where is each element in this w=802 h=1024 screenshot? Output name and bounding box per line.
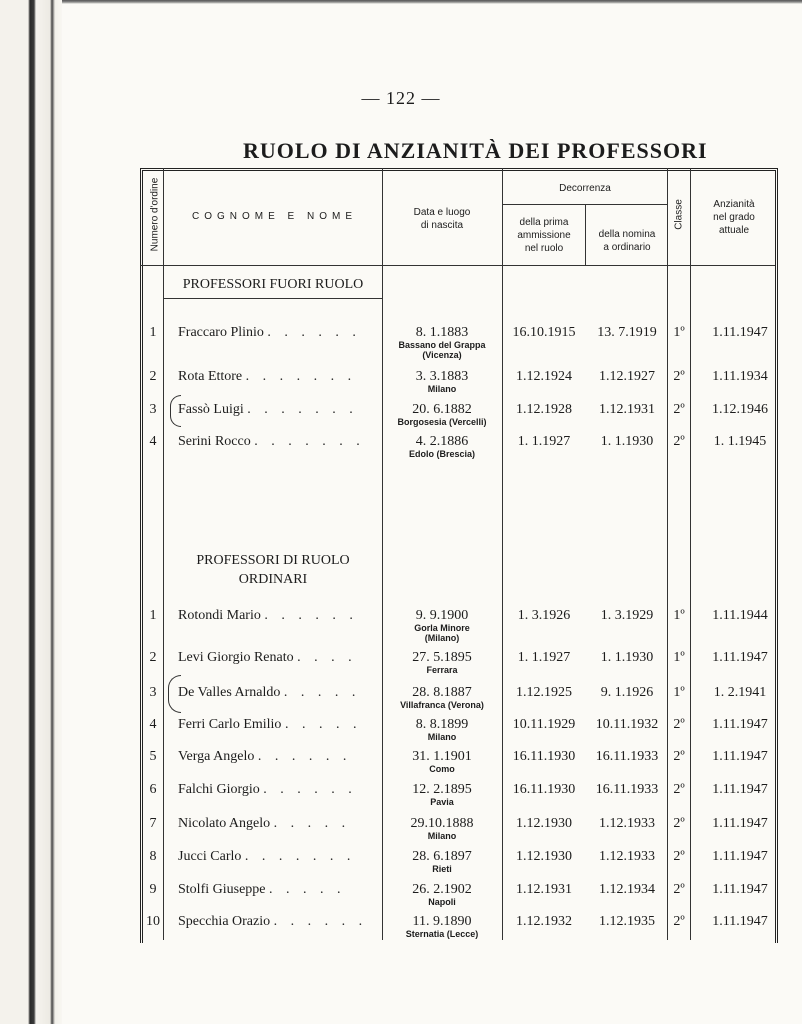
row-classe: 1º (673, 650, 685, 665)
table-row (0, 816, 802, 850)
header-rule (140, 265, 775, 266)
birth-date: 20. 6.1882 (412, 402, 472, 417)
row-classe: 2º (673, 434, 685, 449)
section-rule (163, 298, 382, 299)
row-nomina: 1.12.1933 (599, 816, 655, 831)
row-birth (383, 434, 501, 459)
table-row (0, 685, 802, 719)
pencil-mark (170, 395, 181, 427)
row-name (178, 434, 374, 450)
row-anzianita: 1.11.1947 (712, 914, 768, 929)
birth-place: Sternatia (Lecce) (405, 929, 479, 939)
row-number: 4 (149, 434, 157, 449)
row-name (178, 717, 374, 733)
header-anzianita-line3: attuale (718, 225, 750, 236)
row-ammissione: 1.12.1928 (516, 402, 572, 417)
leader-dots: . . . . . . (264, 608, 358, 623)
leader-dots: . . . . . (284, 717, 362, 732)
header-nomina-line1: della nomina (598, 229, 656, 240)
leader-dots: . . . . . . (257, 749, 352, 764)
row-nomina: 1.12.1935 (599, 914, 655, 929)
leader-dots: . . . . . (283, 685, 361, 700)
name-text: Fraccaro Plinio (178, 325, 264, 340)
birth-place: Edolo (Brescia) (408, 449, 475, 459)
row-birth (383, 717, 501, 742)
section-title-ordinari (164, 551, 382, 589)
birth-place: Bassano del Grappa (398, 340, 486, 350)
page-top-edge (62, 0, 802, 4)
row-number: 1 (149, 325, 157, 340)
row-birth (383, 749, 501, 774)
row-nomina: 1. 1.1930 (600, 434, 654, 449)
row-ammissione: 16.10.1915 (512, 325, 576, 340)
row-anzianita: 1.11.1944 (712, 608, 768, 623)
table-row (0, 717, 802, 751)
table-row (0, 650, 802, 684)
table-row (0, 608, 802, 642)
page-title: RUOLO DI ANZIANITÀ DEI PROFESSORI (243, 138, 708, 163)
row-classe: 2º (673, 749, 685, 764)
row-number: 10 (146, 914, 160, 929)
row-birth (383, 608, 501, 643)
name-text: Ferri Carlo Emilio (178, 717, 282, 732)
birth-place-line2: (Vicenza) (422, 350, 462, 360)
header-nascita-line1: Data e luogo (413, 207, 471, 218)
section-title-line1: PROFESSORI DI RUOLO (196, 553, 350, 568)
header-prima-line1: della prima (519, 217, 569, 228)
birth-place-line2: (Milano) (424, 633, 460, 643)
row-birth (383, 369, 501, 394)
row-name (178, 782, 374, 798)
row-nomina: 1.12.1927 (599, 369, 655, 384)
row-number: 1 (149, 608, 157, 623)
birth-date: 12. 2.1895 (412, 782, 472, 797)
name-text: Verga Angelo (178, 749, 255, 764)
leader-dots: . . . . . (269, 882, 346, 897)
name-text: Jucci Carlo (178, 849, 242, 864)
row-classe: 2º (673, 914, 685, 929)
header-nomina-line2: a ordinario (603, 242, 651, 253)
table-row (0, 749, 802, 783)
row-ammissione: 16.11.1930 (512, 749, 576, 764)
birth-place: Villafranca (Verona) (400, 700, 484, 710)
row-name (178, 685, 374, 701)
name-text: Specchia Orazio (178, 914, 271, 929)
header-cognome-nome: COGNOME E NOME (192, 211, 358, 222)
row-classe: 2º (673, 882, 685, 897)
birth-date: 3. 3.1883 (415, 369, 469, 384)
row-anzianita: 1.11.1947 (712, 650, 768, 665)
row-ammissione: 1.12.1930 (516, 849, 572, 864)
row-number: 3 (149, 402, 157, 417)
pencil-mark (168, 675, 181, 713)
birth-place: Pavia (430, 797, 454, 807)
header-prima-line2: ammissione (517, 230, 571, 241)
row-name (178, 369, 374, 385)
birth-date: 8. 1.1883 (415, 325, 469, 340)
row-nomina: 10.11.1932 (595, 717, 659, 732)
name-text: Stolfi Giuseppe (178, 882, 266, 897)
row-ammissione: 1.12.1925 (516, 685, 572, 700)
name-text: Fassò Luigi (178, 402, 244, 417)
birth-date: 27. 5.1895 (412, 650, 472, 665)
row-anzianita: 1.11.1934 (712, 369, 768, 384)
row-anzianita: 1.11.1947 (712, 325, 768, 340)
row-nomina: 16.11.1933 (595, 749, 659, 764)
header-numero: Numero d'ordine (149, 177, 161, 252)
table-row (0, 782, 802, 816)
name-text: Levi Giorgio Renato (178, 650, 294, 665)
row-ammissione: 1. 1.1927 (517, 650, 571, 665)
row-classe: 1º (673, 608, 685, 623)
row-nomina: 1.12.1934 (599, 882, 655, 897)
header-nomina-ordinario (586, 228, 668, 254)
table-row (0, 434, 802, 468)
birth-date: 11. 9.1890 (412, 914, 472, 929)
row-ammissione: 1.12.1930 (516, 816, 572, 831)
name-text: Falchi Giorgio (178, 782, 260, 797)
row-number: 2 (149, 369, 157, 384)
row-name (178, 914, 374, 930)
row-nomina: 9. 1.1926 (600, 685, 654, 700)
birth-place: Rieti (432, 864, 452, 874)
header-anzianita-line2: nel grado (713, 212, 755, 223)
row-nomina: 13. 7.1919 (597, 325, 657, 340)
table-row (0, 849, 802, 883)
name-text: Rotondi Mario (178, 608, 261, 623)
row-anzianita: 1.11.1947 (712, 717, 768, 732)
header-classe: Classe (673, 199, 685, 230)
row-nomina: 1.12.1933 (599, 849, 655, 864)
row-anzianita: 1.11.1947 (712, 749, 768, 764)
header-nascita-line2: di nascita (420, 220, 464, 231)
row-nomina: 1. 1.1930 (600, 650, 654, 665)
row-number: 6 (149, 782, 157, 797)
leader-dots: . . . . . . (263, 782, 357, 797)
birth-place: Ferrara (426, 665, 458, 675)
row-name (178, 608, 374, 624)
header-anzianita (692, 198, 776, 237)
row-number: 7 (149, 816, 157, 831)
birth-date: 31. 1.1901 (412, 749, 472, 764)
page-number: — 122 — (361, 88, 441, 108)
birth-date: 8. 8.1899 (415, 717, 469, 732)
row-nomina: 1. 3.1929 (600, 608, 654, 623)
row-birth (383, 816, 501, 841)
name-text: Serini Rocco (178, 434, 251, 449)
birth-place: Gorla Minore (414, 623, 470, 633)
row-anzianita: 1.12.1946 (712, 402, 768, 417)
birth-place: Milano (427, 732, 457, 742)
row-number: 8 (149, 849, 157, 864)
table-row (0, 914, 802, 948)
row-anzianita: 1.11.1947 (712, 849, 768, 864)
row-anzianita: 1.11.1947 (712, 882, 768, 897)
row-number: 4 (149, 717, 157, 732)
row-birth (383, 402, 501, 427)
row-number: 3 (149, 685, 157, 700)
leader-dots: . . . . . . (273, 914, 368, 929)
row-name (178, 650, 374, 666)
header-prima-ammissione (503, 216, 585, 255)
header-anzianita-line1: Anzianità (713, 199, 755, 210)
row-number: 9 (149, 882, 157, 897)
header-prima-line3: nel ruolo (524, 243, 564, 254)
row-nomina: 16.11.1933 (595, 782, 659, 797)
row-classe: 2º (673, 782, 685, 797)
table-row (0, 402, 802, 436)
row-classe: 1º (673, 685, 685, 700)
row-nomina: 1.12.1931 (599, 402, 655, 417)
row-birth (383, 685, 501, 710)
row-classe: 2º (673, 849, 685, 864)
row-name (178, 402, 374, 418)
name-text: Rota Ettore (178, 369, 243, 384)
header-decorrenza: Decorrenza (559, 183, 611, 194)
row-birth (383, 882, 501, 907)
birth-place: Milano (427, 831, 457, 841)
row-anzianita: 1. 2.1941 (713, 685, 767, 700)
table-row (0, 325, 802, 359)
birth-date: 26. 2.1902 (412, 882, 472, 897)
leader-dots: . . . . (297, 650, 357, 665)
table-row (0, 369, 802, 403)
row-anzianita: 1.11.1947 (712, 782, 768, 797)
birth-date: 28. 6.1897 (412, 849, 472, 864)
header-rule (502, 204, 667, 205)
row-ammissione: 16.11.1930 (512, 782, 576, 797)
name-text: Nicolato Angelo (178, 816, 271, 831)
section-title-line2: ORDINARI (238, 572, 308, 587)
birth-place: Borgosesia (Vercelli) (397, 417, 487, 427)
leader-dots: . . . . . . . (254, 434, 365, 449)
row-anzianita: 1.11.1947 (712, 816, 768, 831)
row-classe: 2º (673, 402, 685, 417)
birth-place: Napoli (428, 897, 456, 907)
leader-dots: . . . . . . . (244, 849, 356, 864)
row-ammissione: 1. 1.1927 (517, 434, 571, 449)
row-anzianita: 1. 1.1945 (713, 434, 767, 449)
name-text: De Valles Arnaldo (178, 685, 281, 700)
leader-dots: . . . . . . . (247, 402, 358, 417)
header-nascita (383, 206, 501, 232)
row-number: 2 (149, 650, 157, 665)
row-number: 5 (149, 749, 157, 764)
row-classe: 2º (673, 816, 685, 831)
row-ammissione: 1. 3.1926 (517, 608, 571, 623)
row-birth (383, 849, 501, 874)
birth-date: 4. 2.1886 (415, 434, 469, 449)
row-name (178, 849, 374, 865)
row-name (178, 882, 374, 898)
birth-place: Milano (427, 384, 457, 394)
row-birth (383, 782, 501, 807)
birth-date: 29.10.1888 (410, 816, 474, 831)
row-name (178, 816, 374, 832)
row-birth (383, 914, 501, 939)
leader-dots: . . . . . . (267, 325, 361, 340)
row-ammissione: 10.11.1929 (512, 717, 576, 732)
row-name (178, 749, 374, 765)
row-classe: 1º (673, 325, 685, 340)
row-name (178, 325, 374, 341)
birth-date: 28. 8.1887 (412, 685, 472, 700)
row-ammissione: 1.12.1924 (516, 369, 572, 384)
row-ammissione: 1.12.1932 (516, 914, 572, 929)
leader-dots: . . . . . . . (245, 369, 357, 384)
leader-dots: . . . . . (273, 816, 351, 831)
row-classe: 2º (673, 717, 685, 732)
row-ammissione: 1.12.1931 (516, 882, 572, 897)
row-classe: 2º (673, 369, 685, 384)
table-row (0, 882, 802, 916)
row-birth (383, 325, 501, 360)
birth-place: Como (429, 764, 455, 774)
birth-date: 9. 9.1900 (415, 608, 469, 623)
section-title-fuori-ruolo: PROFESSORI FUORI RUOLO (182, 277, 364, 292)
row-birth (383, 650, 501, 675)
